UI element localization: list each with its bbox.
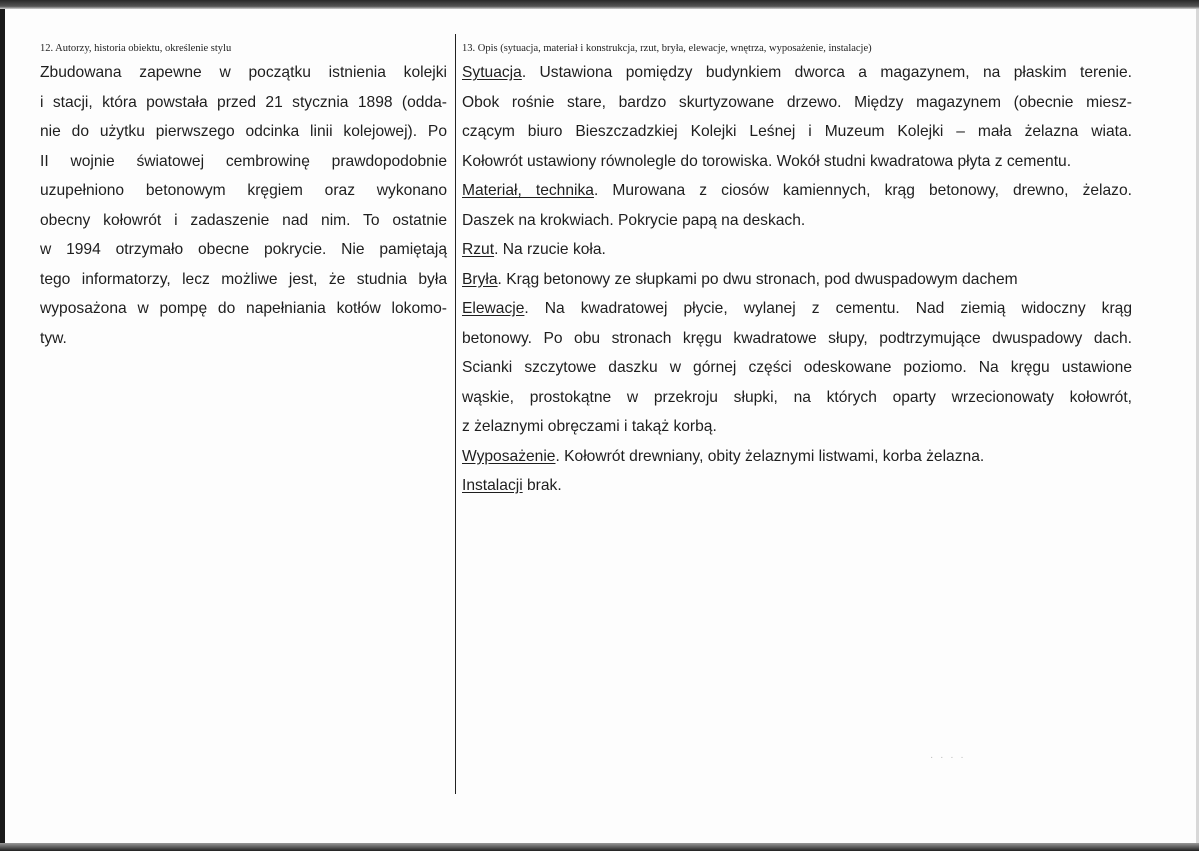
text-line: Kołowrót ustawiony równolegle do torowiska. Wokół studni kwadratowa płyta z cementu. bbox=[462, 152, 1072, 170]
text-line: uzupełniono betonowym kręgiem oraz wykonano bbox=[40, 182, 447, 199]
text-line: z żelaznymi obręczami i takąż korbą. bbox=[462, 418, 717, 435]
text-line: nie do użytku pierwszego odcinka linii kolejowej). Po bbox=[40, 123, 447, 140]
text-line-equipment: Wyposażenie. Kołowrót drewniany, obity żelaznymi listwami, korba żelazna. bbox=[462, 447, 985, 465]
label-installations: Instalacji bbox=[462, 477, 523, 494]
text-line: Zbudowana zapewne w początku istnienia kolejki bbox=[40, 64, 447, 81]
text-line: wyposażona w pompę do napełniania kotłów lokomo- bbox=[40, 300, 447, 317]
text-line: obecny kołowrót i zadaszenie nad nim. To ostatnie bbox=[40, 211, 447, 229]
label-equipment: Wyposażenie bbox=[462, 447, 556, 465]
text-line-installations: Instalacji brak. bbox=[462, 477, 562, 494]
text-line: tego informatorzy, lecz możliwe jest, że studnia była bbox=[40, 270, 447, 288]
section-13-description bbox=[462, 40, 1132, 501]
text-line: tyw. bbox=[40, 329, 67, 347]
scan-top-edge bbox=[0, 0, 1199, 9]
label-elevations: Elewacje bbox=[462, 300, 525, 317]
text-line-massing: Bryła. Krąg betonowy ze słupkami po dwu stronach, pod dwuspadowym dachem bbox=[462, 270, 1018, 288]
column-divider bbox=[455, 34, 456, 794]
section-12-authors-history bbox=[40, 40, 447, 353]
text-line: II wojnie światowej cembrowinę prawdopodobnie bbox=[40, 152, 447, 170]
text-line: i stacji, która powstała przed 21 stycznia 1898 (odda- bbox=[40, 93, 447, 111]
text-line-plan: Rzut. Na rzucie koła. bbox=[462, 241, 606, 258]
text-line: wąskie, prostokątne w przekroju słupki, na których oparty wrzecionowaty kołowrót, bbox=[462, 388, 1132, 406]
label-massing: Bryła bbox=[462, 270, 498, 288]
scan-artifact-dots: · · · · bbox=[930, 752, 966, 763]
text-line: czącym biuro Bieszczadzkiej Kolejki Leśnej i Muzeum Kolejki – mała żelazna wiata. bbox=[462, 123, 1132, 140]
section-12-heading: 12. Autorzy, historia obiektu, określenie stylu bbox=[40, 43, 232, 54]
text-line: betonowy. Po obu stronach kręgu kwadratowe słupy, podtrzymujące dwuspadowy dach. bbox=[462, 329, 1132, 347]
label-situation: Sytuacja bbox=[462, 64, 522, 81]
text-line-material: Materiał, technika. Murowana z ciosów kamiennych, krąg betonowy, drewno, żelazo. bbox=[462, 182, 1132, 199]
scan-bottom-edge bbox=[0, 843, 1199, 851]
label-plan: Rzut bbox=[462, 241, 495, 258]
text-line-situation: Sytuacja. Ustawiona pomiędzy budynkiem dworca a magazynem, na płaskim terenie. bbox=[462, 64, 1132, 81]
text-line-elevations: Elewacje. Na kwadratowej płycie, wylanej z cementu. Nad ziemią widoczny krąg bbox=[462, 300, 1132, 317]
text-line: Scianki szczytowe daszku w górnej części odeskowane poziomo. Na kręgu ustawione bbox=[462, 359, 1132, 376]
text-line: Daszek na krokwiach. Pokrycie papą na deskach. bbox=[462, 211, 806, 229]
section-13-heading: 13. Opis (sytuacja, materiał i konstrukcja, rzut, bryła, elewacje, wnętrza, wyposażenie, instalacje) bbox=[462, 43, 872, 54]
label-material: Materiał, technika bbox=[462, 182, 594, 199]
text-line: w 1994 otrzymało obecne pokrycie. Nie pamiętają bbox=[40, 241, 447, 258]
text-line: Obok rośnie stare, bardzo skurtyzowane drzewo. Między magazynem (obecnie miesz- bbox=[462, 93, 1132, 111]
